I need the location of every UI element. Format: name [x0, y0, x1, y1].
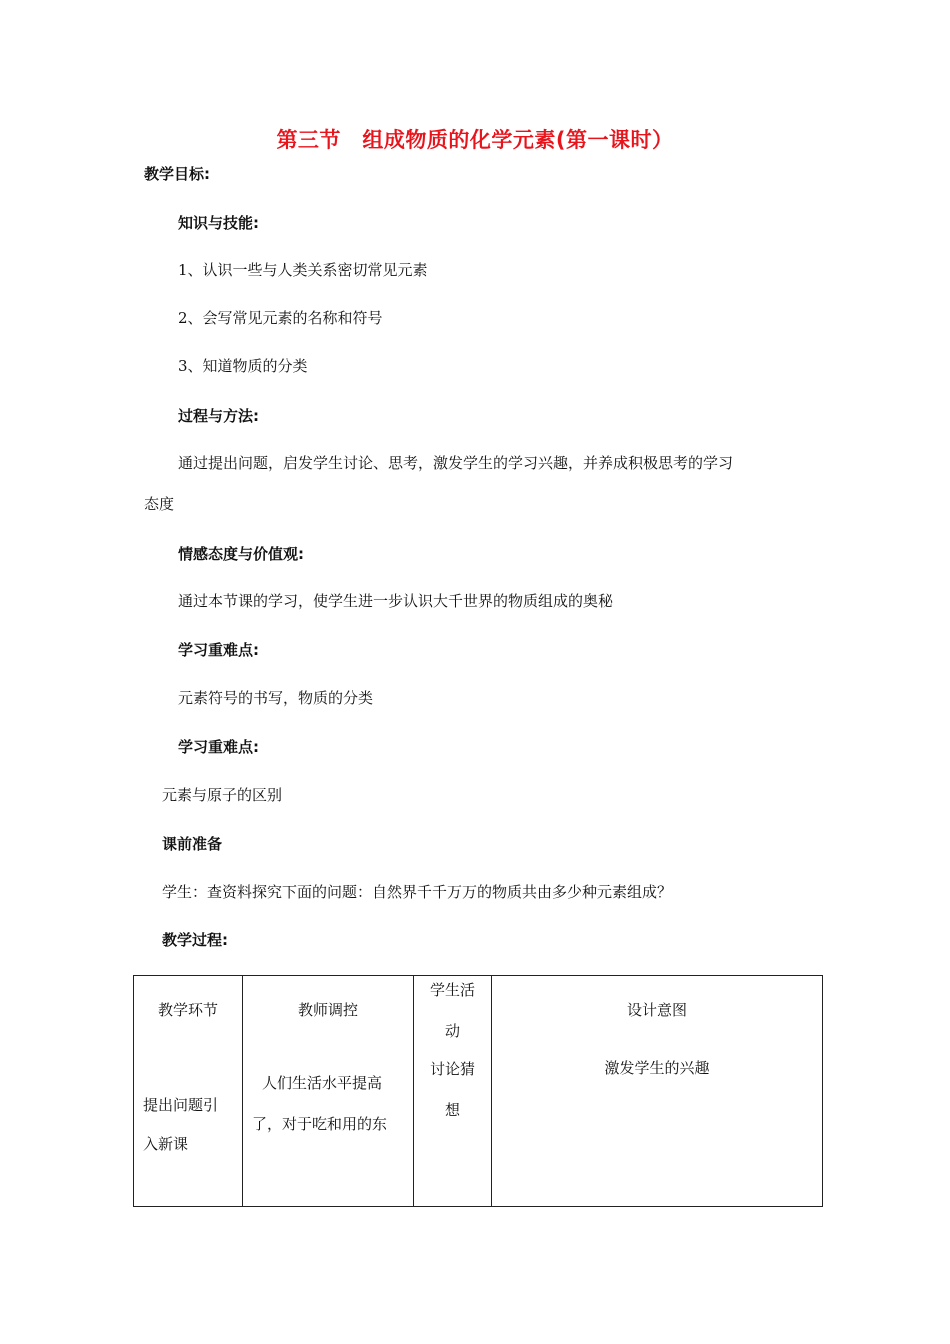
process-heading: 过程与方法:	[178, 407, 259, 425]
preparation-heading: 课前准备	[162, 835, 223, 853]
teacher-text: 人们生活水平提高	[262, 1074, 383, 1092]
intent-text: 激发学生的兴趣	[604, 1059, 710, 1077]
teacher-text-cont: 了，对于吃和用的东	[252, 1115, 388, 1133]
teaching-process-table	[133, 975, 823, 1207]
knowledge-item: 1、认识一些与人类关系密切常见元素	[178, 261, 428, 279]
teacher-header: 教师调控	[297, 1001, 358, 1019]
emotion-text: 通过本节课的学习，使学生进一步认识大千世界的物质组成的奥秘	[178, 592, 614, 610]
stage-text-cont: 入新课	[143, 1135, 189, 1153]
objectives-heading: 教学目标:	[144, 165, 210, 183]
knowledge-heading: 知识与技能:	[178, 214, 259, 232]
table-cell-intent	[492, 976, 823, 1207]
teaching-process-heading: 教学过程:	[162, 931, 228, 949]
stage-header: 教学环节	[157, 1001, 218, 1019]
knowledge-item: 2、会写常见元素的名称和符号	[178, 309, 383, 327]
preparation-text: 学生：查资料探究下面的问题：自然界千千万万的物质共由多少种元素组成？	[162, 883, 673, 901]
table-cell-stage	[134, 976, 243, 1207]
process-text: 通过提出问题，启发学生讨论、思考，激发学生的学习兴趣，并养成积极思考的学习	[178, 454, 734, 472]
intent-header: 设计意图	[626, 1001, 687, 1019]
page-title: 第三节 组成物质的化学元素(第一课时）	[276, 128, 674, 152]
student-text: 讨论猜	[429, 1060, 475, 1078]
difficult-points-heading: 学习重难点:	[178, 738, 259, 756]
difficult-points-text: 元素与原子的区别	[162, 786, 283, 804]
table-cell-student	[414, 976, 492, 1207]
process-text-cont: 态度	[144, 495, 175, 513]
student-header-cont: 动	[444, 1022, 460, 1040]
table-cell-teacher	[243, 976, 414, 1207]
key-points-heading: 学习重难点:	[178, 641, 259, 659]
key-points-text: 元素符号的书写，物质的分类	[178, 689, 374, 707]
table-row	[134, 976, 823, 1207]
student-header: 学生活	[429, 981, 475, 999]
stage-text: 提出问题引	[143, 1096, 219, 1114]
knowledge-item: 3、知道物质的分类	[178, 357, 308, 375]
student-text-cont: 想	[444, 1101, 460, 1119]
emotion-heading: 情感态度与价值观:	[178, 545, 304, 563]
